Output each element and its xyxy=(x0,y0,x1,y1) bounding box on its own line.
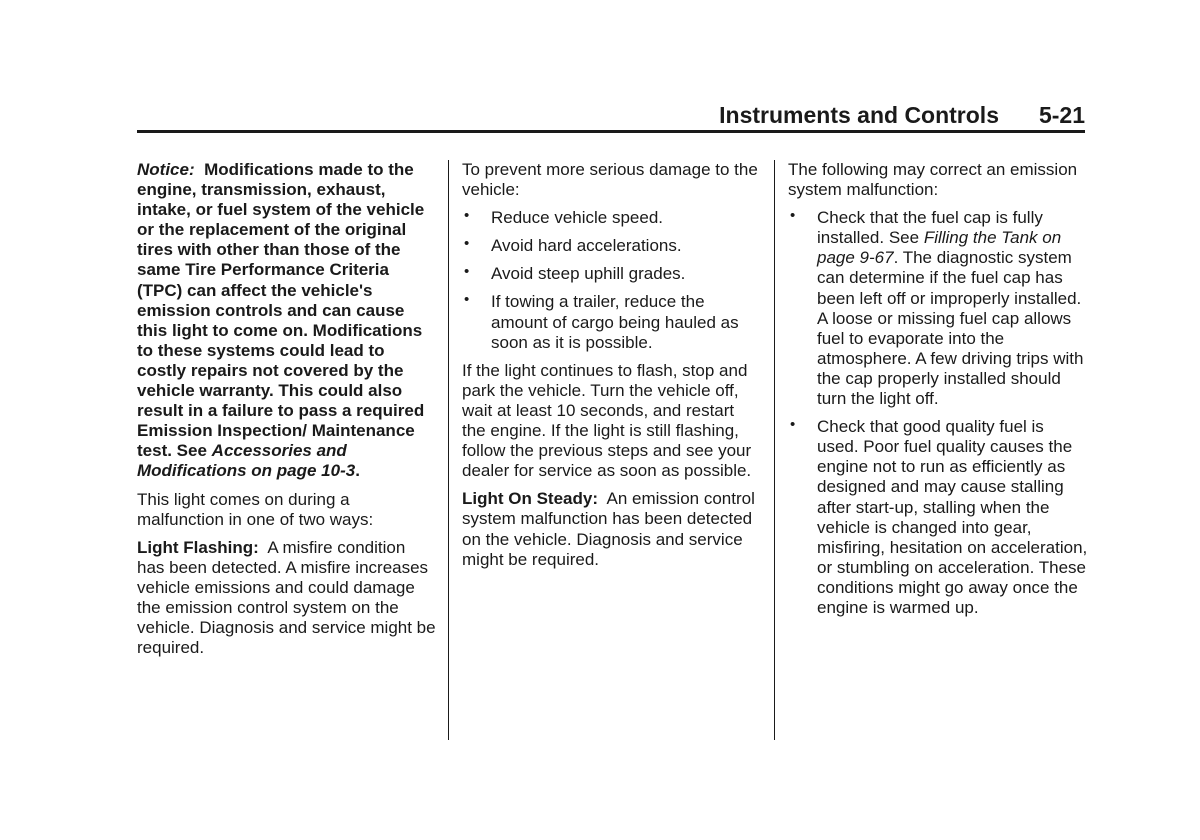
light-steady-label: Light On Steady: xyxy=(462,489,598,509)
light-continues-paragraph: If the light continues to flash, stop and park the vehicle. Turn the vehicle off, wait at least 10 seconds, and restart the engine. If the light is still flashing, follow the previous steps and see your dealer for service as soon as possible. xyxy=(462,360,752,481)
bullet-icon: • xyxy=(464,291,470,309)
light-steady-paragraph xyxy=(462,489,762,569)
list-item xyxy=(788,208,1088,409)
light-flashing-label: Light Flashing: xyxy=(137,537,259,557)
bullet-icon: • xyxy=(464,235,470,253)
list-item-text: If towing a trailer, reduce the amount of cargo being hauled as soon as it is possible. xyxy=(491,292,739,352)
list-item-text: Avoid steep uphill grades. xyxy=(491,264,686,284)
fuel-cap-post: . The diagnostic system can determine if the fuel cap has been left off or improperly installed. A loose or missing fuel cap allows fuel to evaporate into the atmosphere. A few driving trips with the cap properly installed should turn the light off. xyxy=(817,248,1084,409)
list-item xyxy=(462,292,762,352)
notice-text: Modifications made to the engine, transmission, exhaust, intake, or fuel system of the vehicle or the replacement of the original tires with other than those of the same Tire Performance Criteria (TPC) can affect the vehicle's emission controls and can cause this light to come on. Modifications to these systems could lead to costly repairs not covered by the vehicle warranty. This could also result in a failure to pass a required Emission Inspection/ Maintenance test. See xyxy=(137,160,425,461)
fuel-cap-pre: Check that the fuel cap is fully installed. See xyxy=(817,208,1043,248)
column-1 xyxy=(137,160,437,666)
bullet-icon: • xyxy=(464,263,470,281)
list-item-text: Avoid hard accelerations. xyxy=(491,236,682,256)
malfunction-intro: This light comes on during a malfunction in one of two ways: xyxy=(137,489,374,529)
column-3 xyxy=(788,160,1088,626)
list-item xyxy=(462,208,762,228)
column-divider-2 xyxy=(774,160,775,740)
light-flashing-text: A misfire condition has been detected. A misfire increases vehicle emissions and could damage the emission control system on the vehicle. Diagnosis and service might be required. xyxy=(137,537,436,658)
filling-tank-reference-link[interactable]: Filling the Tank on page 9-67 xyxy=(817,228,1062,268)
list-item xyxy=(462,264,762,284)
column-divider-1 xyxy=(448,160,449,740)
section-title: Instruments and Controls xyxy=(719,102,999,128)
list-item xyxy=(462,236,762,256)
prevent-damage-intro: To prevent more serious damage to the vehicle: xyxy=(462,160,758,200)
fuel-quality-text: Check that good quality fuel is used. Poor fuel quality causes the engine not to run as efficiently as designed and may cause stalling after start-up, stalling when the vehicle is changed into gear, misfiring, hesitation on acceleration, or stumbling on acceleration. These conditions might go away once the engine is warmed up. xyxy=(817,417,1088,617)
light-flashing-paragraph xyxy=(137,538,437,659)
bullet-icon: • xyxy=(464,207,470,225)
prevent-damage-list xyxy=(462,208,762,353)
correction-list xyxy=(788,208,1088,618)
list-item xyxy=(788,417,1088,618)
notice-end: . xyxy=(355,461,360,481)
correction-intro: The following may correct an emission system malfunction: xyxy=(788,160,1078,200)
page-header xyxy=(137,100,1085,133)
page-number: 5-21 xyxy=(1038,102,1085,128)
bullet-icon: • xyxy=(790,416,796,434)
light-steady-text: An emission control system malfunction has been detected on the vehicle. Diagnosis and service might be required. xyxy=(462,489,755,569)
notice-label: Notice: xyxy=(137,160,195,179)
notice-reference-link[interactable]: Accessories and Modifications on page 10-3 xyxy=(137,441,356,481)
column-2 xyxy=(462,160,762,578)
bullet-icon: • xyxy=(790,207,796,225)
list-item-text: Reduce vehicle speed. xyxy=(491,208,664,228)
notice-paragraph xyxy=(137,160,437,482)
